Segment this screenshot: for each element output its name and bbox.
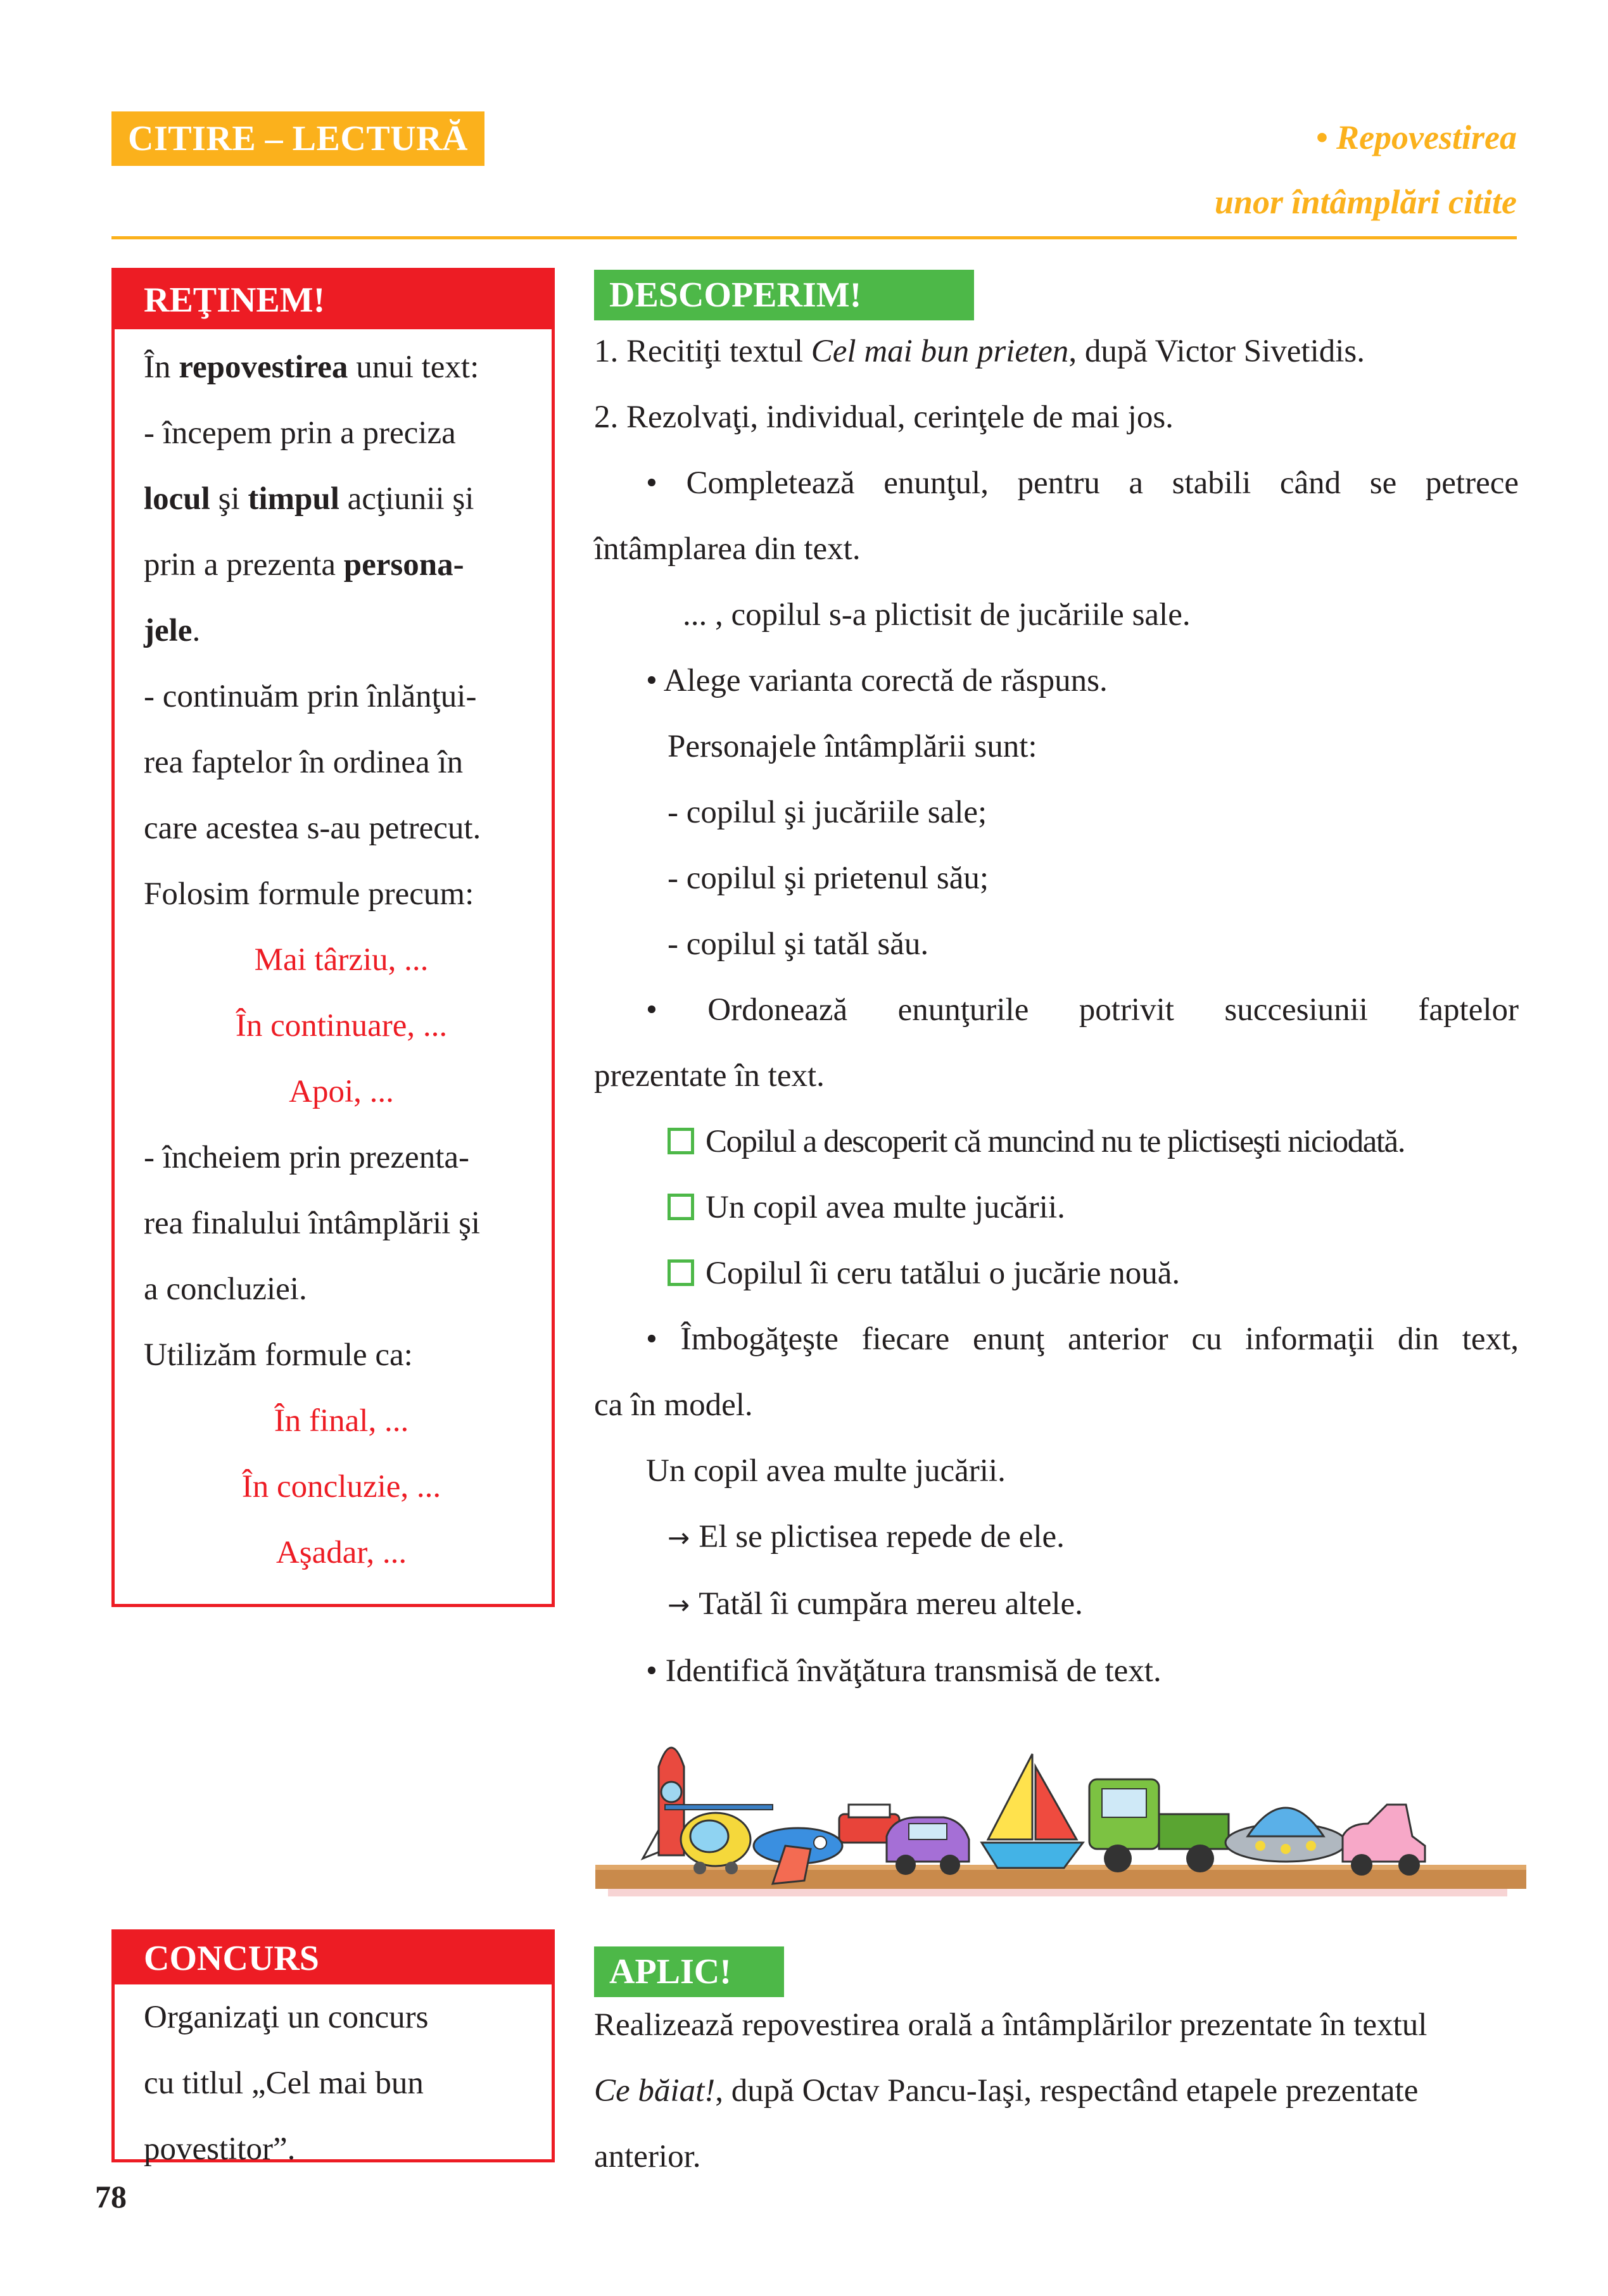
retinem-line: care acestea s-au petrecut. — [144, 811, 481, 846]
instruction-1: 1. Recitiţi textul Cel mai bun prieten, după Victor Sivetidis. — [594, 334, 1365, 369]
formula: Apoi, ... — [289, 1074, 394, 1109]
order-item: Copilul îi ceru tatălui o jucărie nouă. — [594, 1240, 1519, 1306]
checkbox[interactable] — [668, 1128, 694, 1154]
formula: În final, ... — [274, 1403, 409, 1439]
aplic-line: Ce băiat!, după Octav Pancu-Iaşi, respectând etapele prezentate — [594, 2073, 1419, 2109]
retinem-line: prin a prezenta persona- — [144, 547, 464, 583]
formula: Mai târziu, ... — [254, 942, 429, 978]
retinem-line: - continuăm prin înlănţui- — [144, 679, 477, 714]
retinem-line: - încheiem prin prezenta- — [144, 1140, 469, 1175]
task-enrich-cont: ca în model. — [594, 1387, 753, 1423]
task-example: ... , copilul s-a plictisit de jucăriile sale. — [683, 597, 1191, 633]
order-item: Copilul a descoperit că muncind nu te plictiseşti niciodată. — [594, 1109, 1519, 1175]
task-identify: • Identifică învăţătura transmisă de text. — [646, 1653, 1162, 1689]
retinem-line: locul şi timpul acţiunii şi — [144, 481, 474, 517]
retinem-line: Folosim formule precum: — [144, 876, 474, 912]
formula: Aşadar, ... — [275, 1535, 407, 1570]
task-question: Personajele întâmplării sunt: — [668, 729, 1037, 764]
retinem-line: rea faptelor în ordinea în — [144, 745, 464, 780]
toys-shelf-illustration — [589, 1710, 1526, 1906]
descoperim-title: DESCOPERIM! — [594, 270, 974, 320]
concurs-line: cu titlul „Cel mai bun — [144, 2066, 424, 2101]
concurs-title: CONCURS — [115, 1933, 552, 1984]
aplic-body — [594, 1992, 1519, 2190]
instruction-2: 2. Rezolvaţi, individual, cerinţele de mai jos. — [594, 400, 1174, 435]
topic-title-line1: • Repovestirea — [1315, 118, 1517, 156]
retinem-line: rea finalului întâmplării şi — [144, 1206, 481, 1241]
spaceship-icon — [1225, 1808, 1346, 1862]
model-detail: → El se plictisea repede de ele. — [668, 1519, 1065, 1555]
concurs-line: povestitor”. — [144, 2131, 296, 2167]
descoperim-body — [594, 319, 1519, 1704]
concurs-box — [111, 1929, 555, 2167]
arrow-right-icon: → — [668, 1522, 690, 1553]
task-choose: • Alege varianta corectă de răspuns. — [646, 663, 1108, 698]
retinem-line: jele. — [144, 613, 201, 648]
page-number: 78 — [95, 2179, 127, 2214]
concurs-body — [115, 1984, 552, 2182]
task-complete-cont: întâmplarea din text. — [594, 531, 861, 567]
header-divider — [111, 236, 1517, 239]
topic-title-line2: unor întâmplări citite — [1214, 183, 1517, 221]
sailboat-icon — [982, 1754, 1083, 1868]
answer-option: - copilul şi jucăriile sale; — [668, 795, 987, 830]
aplic-title: APLIC! — [594, 1946, 784, 1997]
retinem-line: a concluziei. — [144, 1271, 307, 1307]
retinem-line: Utilizăm formule ca: — [144, 1337, 413, 1373]
checkbox[interactable] — [668, 1194, 694, 1220]
answer-option: - copilul şi prietenul său; — [668, 861, 989, 896]
retinem-title: REŢINEM! — [115, 271, 552, 329]
order-item: Un copil avea multe jucării. — [594, 1175, 1519, 1240]
task-enrich: • Îmbogăţeşte fiecare enunţ anterior cu informaţii din text, — [646, 1321, 1519, 1357]
checkbox[interactable] — [668, 1259, 694, 1286]
retinem-line: În repovestirea unui text: — [144, 350, 479, 385]
model-detail: → Tatăl îi cumpăra mereu altele. — [668, 1586, 1083, 1622]
task-order: • Ordonează enunţurile potrivit succesiunii faptelor — [646, 992, 1519, 1028]
formula: În continuare, ... — [235, 1008, 448, 1044]
task-order-cont: prezentate în text. — [594, 1058, 825, 1094]
formula: În concluzie, ... — [241, 1469, 441, 1504]
model-sentence: Un copil avea multe jucării. — [646, 1453, 1006, 1489]
concurs-line: Organizaţi un concurs — [144, 2000, 429, 2035]
answer-option: - copilul şi tatăl său. — [668, 926, 929, 962]
retinem-line: - începem prin a preciza — [144, 415, 456, 451]
task-complete: • Completează enunţul, pentru a stabili când se petrece — [646, 465, 1519, 501]
arrow-right-icon: → — [668, 1589, 690, 1620]
section-tag: CITIRE – LECTURĂ — [111, 111, 484, 166]
retinem-box — [111, 268, 555, 1607]
aplic-line: Realizează repovestirea orală a întâmplărilor prezentate în textul — [594, 2007, 1428, 2043]
toy-truck-icon — [1089, 1779, 1229, 1872]
retinem-body — [115, 329, 552, 1586]
aplic-line: anterior. — [594, 2139, 701, 2174]
